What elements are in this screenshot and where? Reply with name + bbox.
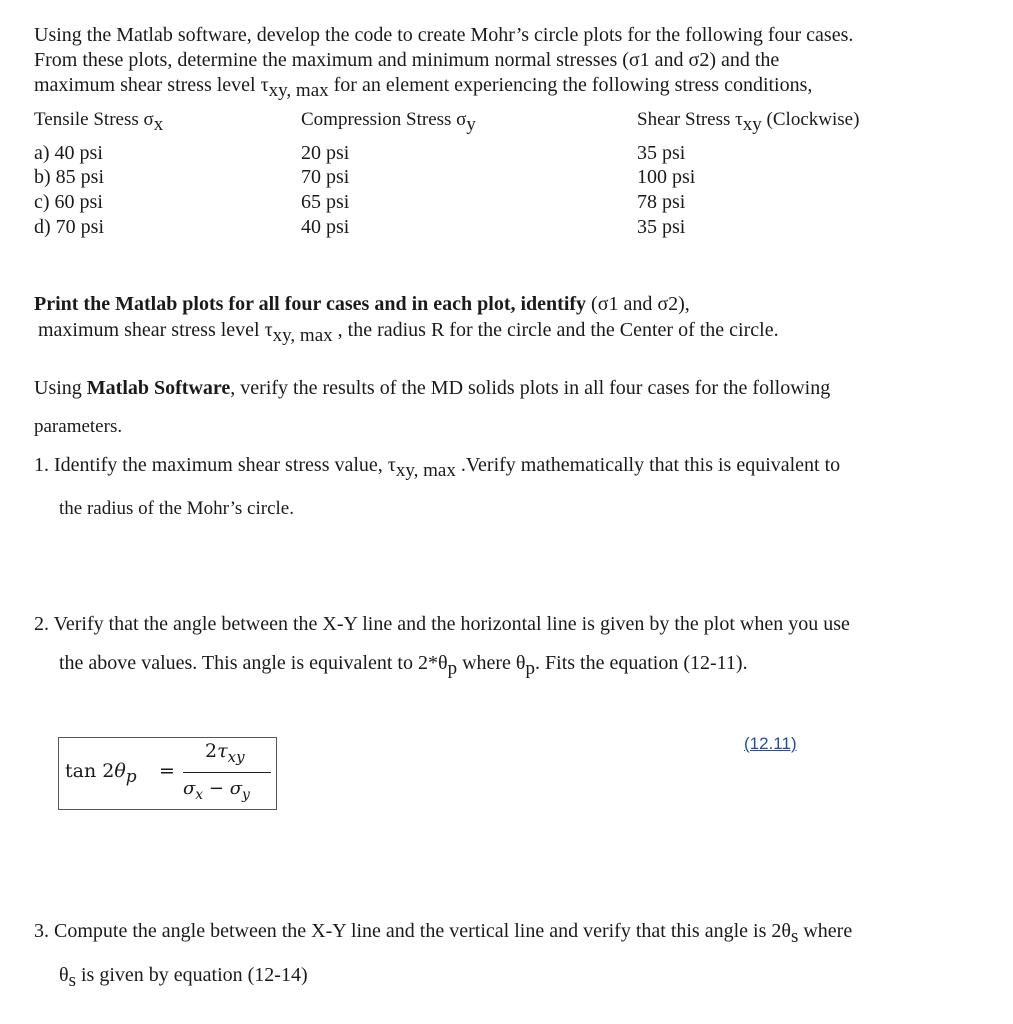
item-1-rest: .Verify mathematically that this is equivalent to <box>455 454 841 476</box>
header-shear-text: Shear Stress τ <box>637 109 743 130</box>
table-cell-comp: 40 psi <box>301 216 350 238</box>
verify-line-2: parameters. <box>34 416 123 437</box>
intro-line-1: Using the Matlab software, develop the code to create Mohr’s circle plots for the following four cases. <box>34 24 854 46</box>
equation-equals: = <box>159 760 175 782</box>
header-tensile-sub: x <box>153 114 164 135</box>
verify-post: , verify the results of the MD solids plots in all four cases for the following <box>230 377 831 399</box>
equation-num-sub: xy <box>227 748 245 766</box>
intro-paragraph <box>34 23 854 101</box>
equation-den-sub-x: x <box>195 787 204 803</box>
item-3-text: 3. Compute the angle between the X-Y line and the vertical line and verify that this angle is 2θ <box>34 920 791 942</box>
table-cell-case: d) 70 psi <box>34 216 104 238</box>
header-shear-sub: xy <box>742 114 762 135</box>
equation-tan: tan 2 <box>65 760 115 782</box>
verify-pre: Using <box>34 377 87 399</box>
equation-theta: θ <box>114 760 126 782</box>
item-2-rest: . Fits the equation (12-11). <box>535 652 748 674</box>
table-cell-shear: 100 psi <box>637 166 696 188</box>
intro-line-3 <box>34 73 853 101</box>
table-cell-case: c) 60 psi <box>34 191 103 213</box>
print-instructions-line-2 <box>38 318 779 346</box>
equation-num-two: 2 <box>205 740 218 762</box>
verify-line-1 <box>34 376 830 400</box>
header-tensile <box>34 108 164 135</box>
item-3-sub: s <box>790 926 799 947</box>
header-shear-post: (Clockwise) <box>761 109 860 130</box>
item-3-theta: θ <box>59 964 69 986</box>
table-cell-comp: 65 psi <box>301 191 350 213</box>
print-instructions-bold: Print the Matlab plots for all four cases and in each plot, identify <box>34 293 587 315</box>
item-2-sub-1: p <box>447 658 458 679</box>
equation-den-minus: − <box>203 778 230 799</box>
equation-den-sub-y: y <box>242 787 250 803</box>
item-2-line-2 <box>59 651 748 679</box>
table-cell-shear: 78 psi <box>637 191 686 213</box>
fraction-bar <box>183 772 271 773</box>
item-1-text: 1. Identify the maximum shear stress value, τ <box>34 454 396 476</box>
header-shear <box>637 108 860 135</box>
header-tensile-text: Tensile Stress σ <box>34 109 154 130</box>
equation-den-sigma-x: σ <box>183 778 196 799</box>
item-3-line2-rest: is given by equation (12-14) <box>76 964 308 986</box>
table-cell-comp: 20 psi <box>301 142 350 164</box>
tau-subscript: xy, max <box>268 80 329 101</box>
print-instructions-line-1 <box>34 292 690 316</box>
equation-num-tau: τ <box>217 740 228 762</box>
intro-line-3-text: maximum shear stress level τ <box>34 74 269 96</box>
item-2-line-1: 2. Verify that the angle between the X-Y line and the horizontal line is given by the plot when you use <box>34 613 850 635</box>
equation-box <box>58 737 277 810</box>
item-3-rest: where <box>798 920 853 942</box>
print-instructions-sigmas: (σ1 and σ2), <box>586 293 690 315</box>
item-3-theta-sub: s <box>68 970 76 991</box>
equation-denominator <box>183 778 250 803</box>
print-line2-text: maximum shear stress level τ <box>38 319 273 341</box>
table-cell-shear: 35 psi <box>637 142 686 164</box>
verify-bold: Matlab Software <box>86 377 231 399</box>
item-1-line-2: the radius of the Mohr’s circle. <box>59 498 294 519</box>
item-2-sub-2: p <box>525 658 536 679</box>
intro-line-3-rest: for an element experiencing the following stress conditions, <box>328 74 813 96</box>
item-3-line-1 <box>34 919 853 947</box>
item-2-text: the above values. This angle is equivalent to 2*θ <box>59 652 448 674</box>
item-1-sub: xy, max <box>395 460 456 481</box>
equation-reference-link[interactable]: (12.11) <box>744 734 797 753</box>
table-cell-comp: 70 psi <box>301 166 350 188</box>
item-2-mid: where θ <box>457 652 526 674</box>
table-cell-case: b) 85 psi <box>34 166 104 188</box>
header-compression <box>301 108 476 135</box>
table-cell-shear: 35 psi <box>637 216 686 238</box>
header-compression-text: Compression Stress σ <box>301 109 467 130</box>
equation-lhs <box>65 760 137 787</box>
equation-numerator <box>205 740 245 766</box>
intro-line-2: From these plots, determine the maximum and minimum normal stresses (σ1 and σ2) and the <box>34 49 780 71</box>
table-cell-case: a) 40 psi <box>34 142 103 164</box>
item-3-line-2 <box>59 963 308 991</box>
print-line2-sub: xy, max <box>272 325 333 346</box>
print-line2-rest: , the radius R for the circle and the Center of the circle. <box>332 319 779 341</box>
header-compression-sub: y <box>466 114 476 135</box>
item-1-line-1 <box>34 453 841 481</box>
equation-den-sigma-y: σ <box>229 778 243 799</box>
equation-theta-sub: p <box>125 767 137 787</box>
